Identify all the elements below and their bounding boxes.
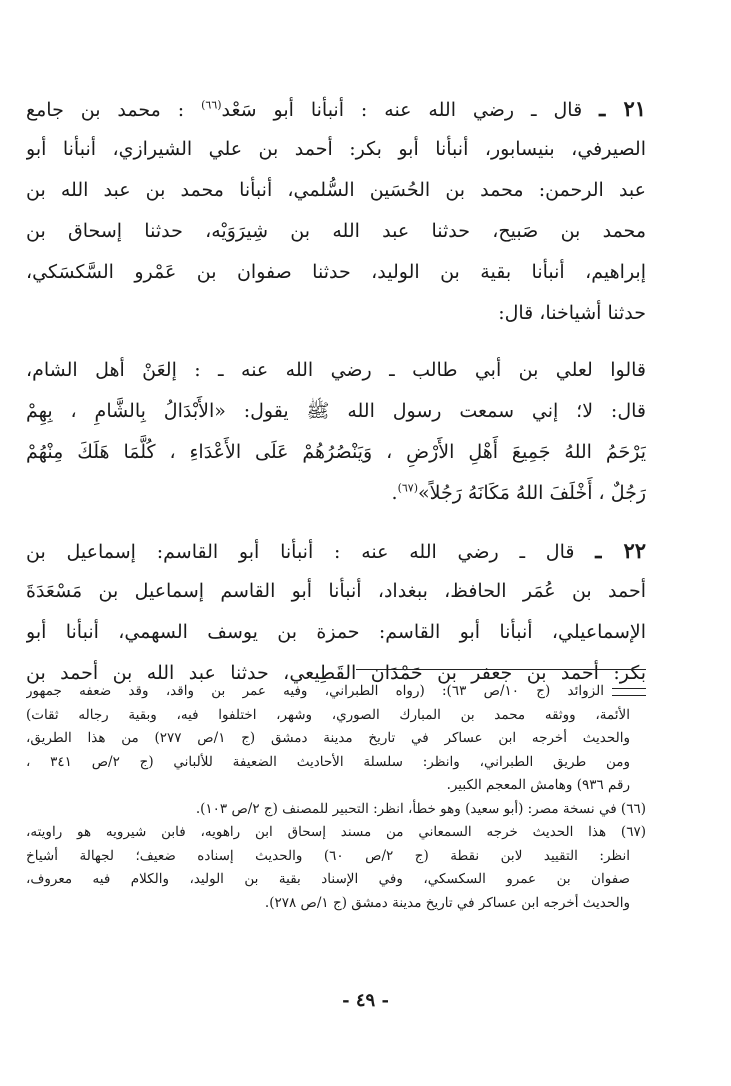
footnote-66: (٦٦) في نسخة مصر: (أبو سعيد) وهو خطأ، انظر: التحبير للمصنف (ج ٢/ص ١٠٣). (195, 800, 646, 817)
hadith-21-line-6: حدثنا أشياخنا، قال: (498, 302, 646, 324)
footnote-67-line-3: صفوان بن عمرو السكسكي، وفي الإسناد بقية بن الوليد، والكلام فيه معروف، (26, 871, 630, 887)
footnote-ref-67: (٦٧) (397, 481, 419, 495)
quote-last-end: . (391, 482, 398, 504)
hadith-21-line-4: محمد بن صَبيح، حدثنا عبد الله بن شِيرَوَيْه، حدثنا إسحاق بن (26, 220, 646, 242)
hadith-21-line-1 (26, 88, 646, 129)
hadith-21-line-5: إبراهيم، أنبأنا بقية بن الوليد، حدثنا صفوان بن عَمْرو السَّكسَكي، (26, 261, 646, 283)
footnote-ref-66: (٦٦) (201, 98, 222, 112)
footnote-67-line-4: والحديث أخرجه ابن عساكر في تاريخ مدينة دمشق (ج ١/ص ٢٧٨). (264, 894, 630, 911)
footnote-continued-line-1: الزوائد (ج ١٠/ص ٦٣): (رواه الطبراني، وفيه عمر بن واقد، وقد ضعفه جمهور (26, 680, 646, 704)
page-number: - ٤٩ - (342, 990, 389, 1011)
hadith-21-text-a: قال ـ رضي الله عنه : أنبأنا أبو سَعْد (221, 99, 583, 121)
hadith-22-line-1 (26, 530, 646, 571)
footnote-continued-line-3: والحديث أخرجه ابن عساكر في تاريخ مدينة دمشق (ج ١/ص ٢٧٧) من هذا الطريق، (26, 730, 630, 746)
hadith-22-line-2: أحمد بن عُمَر الحافظ، ببغداد، أنبأنا أبو القاسم إسماعيل بن مَسْعَدَةَ (26, 580, 646, 602)
footnote-separator (356, 669, 646, 670)
hadith-21-number: ٢١ ـ (599, 96, 646, 121)
footnote-continued-line-2: الأئمة، ووثقه محمد بن المبارك الصوري، وشهر، اختلفوا فيه، وبقية رجاله ثقات) (26, 706, 630, 723)
paragraph-gap (26, 514, 646, 530)
footnote-continued-line-5: رقم ٩٣٦) وهامش المعجم الكبير. (446, 777, 630, 793)
hadith-21-line-3: عبد الرحمن: محمد بن الحُسَين السُّلمي، أنبأنا محمد بن عبد الله بن (26, 179, 646, 201)
quote-last-text: رَجُلٌ ، أَخْلَفَ اللهُ مَكَانَهُ رَجُلاً» (418, 482, 646, 504)
quote-line-1: قالوا لعلي بن أبي طالب ـ رضي الله عنه ـ : إلعَنْ أهل الشام، (26, 359, 646, 381)
hadith-22-line-4: بكر: أحمد بن جعفر بن حَمْدَان القَطِيعي، حدثنا عبد الله بن أحمد بن (26, 662, 646, 684)
hadith-22-text: قال ـ رضي الله عنه : أنبأنا أبو القاسم: إسماعيل بن (26, 541, 575, 563)
footnote-67-line-2: انظر: التقييد لابن نقطة (ج ٢/ص ٦٠) والحديث إسناده ضعيف؛ لجهالة أشياخ (26, 847, 630, 864)
paragraph-gap (26, 334, 646, 350)
footnote-67-line-1: (٦٧) هذا الحديث خرجه السمعاني من مسند إسحاق ابن راهويه، فابن شيرويه هو راويته، (26, 824, 646, 840)
hadith-21-text-b: : محمد بن جامع (26, 99, 185, 121)
footnote-continued-line-4: ومن طريق الطبراني، وانظر: سلسلة الأحاديث الضعيفة للألباني (ج ٢/ص ٣٤١ ، (26, 753, 631, 770)
hadith-22-line-3: الإسماعيلي، أنبأنا أبو القاسم: حمزة بن يوسف السهمي، أنبأنا أبو (26, 621, 646, 643)
main-text (26, 88, 646, 694)
quote-line-4 (26, 473, 646, 514)
hadith-21-line-2: الصيرفي، بنيسابور، أنبأنا أبو بكر: أحمد بن علي الشيرازي، أنبأنا أبو (26, 138, 646, 160)
quote-line-3: يَرْحَمُ اللهُ جَمِيعَ أَهْلِ الأَرْضِ ، وَيَنْصُرُهُمْ عَلَى الأَعْدَاءِ ، كُلَّمَا هَلَكَ مِنْهُمْ (26, 441, 646, 463)
footnotes (26, 680, 646, 915)
hadith-22-number: ٢٢ ـ (595, 538, 646, 563)
quote-line-2: قال: لا؛ إني سمعت رسول الله ﷺ يقول: «الأَبْدَالُ بِالشَّامِ ، بِهِمْ (26, 400, 646, 422)
